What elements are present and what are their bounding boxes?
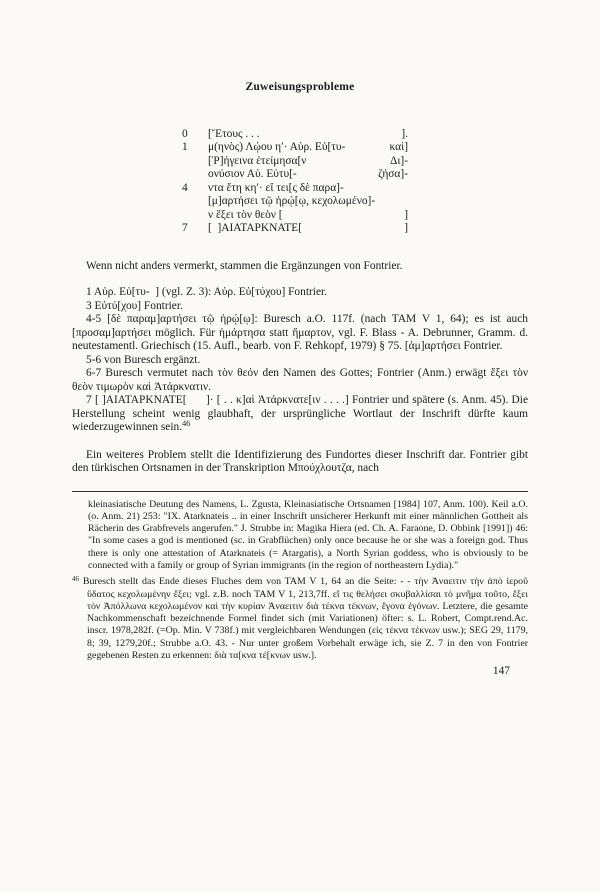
page-number: 147 [492, 665, 510, 678]
apparatus-entry-lines4-5: 4-5 [δὲ παραμ]αρτήσει τῷ ἡρῴ[ῳ]: Buresch a.O. 117f. (nach TAM V 1, 64); es ist auch [προσαμ]αρτήσει möglich. Für ἡμάρτησα statt ἥμαρτον, vgl. F. Blass - A. Debrunner, Gramm. d. neutestamentl. Griechisch (15. Aufl., bearb. von F. Rehkopf, 1979) § 75. [ἁμ]αρτήσει Fontrier. [72, 313, 528, 352]
line-number [182, 168, 208, 182]
line-number [182, 195, 208, 209]
footnotes-block [72, 499, 528, 663]
apparatus-entry-lines5-6: 5-6 von Buresch ergänzt. [86, 353, 201, 366]
apparatus-entry-lines6-7: 6-7 Buresch vermutet nach τὸν θεόν den Namen des Gottes; Fontrier (Anm.) erwägt ἕξει τὸν θεὸν τιμωρὸν καὶ Ἀτάρκνατιν. [72, 367, 528, 393]
inscription-line [182, 155, 408, 169]
inscription-block [182, 128, 408, 236]
page-content [72, 80, 528, 679]
apparatus-entry-line3: 3 Εὐτύ[χου] Fontrier. [86, 299, 183, 312]
footnote-46 [72, 576, 528, 662]
footnote-separator [72, 491, 528, 492]
greek-text-left: [Ῥ]ήγεινα ἐτείμησα[ν [208, 154, 307, 167]
greek-text-left: [ ]ΑΙΑΤΑΡΚΝΑΤΕ[ [208, 222, 303, 234]
apparatus-block [72, 286, 528, 435]
greek-text-left: ντα ἔτη κη′· εἴ τει[ς δὲ παρα]- [208, 181, 344, 194]
greek-text-left: μ(ηνὸς) Λῴου η′· Αὐρ. Εὐ[τυ- [208, 141, 346, 153]
footnote-ref-46: 46 [182, 419, 191, 429]
inscription-line [182, 182, 408, 196]
line-number [182, 209, 208, 223]
greek-text-right: καὶ] [389, 141, 408, 153]
body-paragraph: Ein weiteres Problem stellt die Identifizierung des Fundortes dieser Inschrift dar. Fontrier gibt den türkischen Ortsnamen in der Transkription Μπούχλουτζα, nach [72, 448, 528, 474]
greek-text-right: Δι]- [390, 154, 408, 167]
apparatus-entry-line7 [72, 394, 528, 435]
greek-text-right: ] [404, 208, 408, 221]
page-heading: Zuweisungsprobleme [245, 80, 355, 93]
inscription-line [182, 222, 408, 236]
greek-text-left: [Ἔτους . . . [208, 127, 260, 140]
inscription-line [182, 141, 408, 155]
greek-text-right: ζήσα]- [378, 168, 408, 180]
greek-text-right: ]. [401, 127, 408, 140]
line-number [182, 155, 208, 169]
greek-text-left: ονύσιον Αὐ. Εὐτυ[- [208, 168, 297, 180]
greek-text-left: [μ]αρτήσει τῷ ἡρῴ[ῳ, κεχολωμένο]- [208, 195, 376, 207]
greek-text-right: ] [404, 222, 408, 234]
footnote-45-continuation: kleinasiatische Deutung des Namens, L. Zgusta, Kleinasiatische Ortsnamen [1984] 107, Anm. 100). Keil a.O. (o. Anm. 21) 253: "IX. Atarknateis .. in einer Inschrift unsicherer Herkunft mit einer männlichen Gottheit als Rächerin des Grabfrevels angerufen." J. Strubbe in: Magika Hiera (ed. Ch. A. Faraone, D. Obbink [1991]) 46: "In some cases a god is mentioned (sc. in Grabflüchen) only once because he or she was a foreign god. Thus there is only one attestation of Atarknateis (= Atargatis), a North Syrian goddess, who is obviously to be connected with a family or group of Syrian immigrants (in the region of northeastern Lydia)." [88, 498, 528, 571]
inscription-line [182, 209, 408, 223]
inscription-line [182, 195, 408, 209]
footnote-46-text: Buresch stellt das Ende dieses Fluches dem von TAM V 1, 64 an die Seite: - - τὴν Ἀναειτιν τὴν ἀπὸ ἱεροῦ ὕδατος κεχολωμένην ἕξει; vgl. z.B. noch TAM V 1, 213,7ff. εἴ τις θελήσει σκυβαλλίσαι τὸ μνῆμα τοῦτο, ἕξει τὸν Ἀπόλλωνα κεχολωμένον καὶ τὴν κυρίαν Ἀναειτιν διὰ τέκνα τέκνων, ἔγονα ἐγόνων. Letztere, die gesamte Nachkommenschaft bezeichnende Formel findet sich (mit Variationen) öfter: s. L. Robert, Compt.rend.Ac. inscr. 1978,282f. (=Op. Min. V 738f.) mit vergleichbaren Wendungen (εἰς τέκνα τέκνων usw.); SEG 29, 1179, 8; 39, 1279,20f.; Strubbe a.O. 43. - Nur unter großem Vorbehalt erwäge ich, sie Z. 7 in den von Fontrier gegebenen Resten zu erkennen: διὰ τα[κνα τέ[κνων usw.]. [82, 576, 528, 662]
line-number: 1 [182, 141, 188, 153]
apparatus-entry-line1: 1 Αὐρ. Εὐ[τυ- ] (vgl. Z. 3): Αὐρ. Εὐ[τύχου] Fontrier. [86, 286, 328, 298]
greek-text-left: ν ἕξει τὸν θεὸν [ [208, 208, 283, 221]
footnote-46-marker: 46 [72, 575, 80, 584]
line-number: 7 [182, 222, 188, 234]
inscription-line [182, 128, 408, 142]
line-number: 4 [182, 181, 188, 194]
apparatus-entry-text: 7 [ ]ΑΙΑΤΑΡΚΝΑΤΕ[ ]· [ . . κ]αὶ Ἀτάρκνατε[ιν . . . .] Fontrier und spätere (s. Anm. 45). Die Herstellung scheint wenig glaubhaft, der ursprüngliche Wortlaut der Inschrift dürfte kaum wiederzugewinnen sein. [72, 394, 528, 433]
inscription-line [182, 168, 408, 182]
editor-note-paragraph: Wenn nicht anders vermerkt, stammen die Ergänzungen von Fontrier. [86, 259, 403, 272]
line-number: 0 [182, 127, 188, 140]
